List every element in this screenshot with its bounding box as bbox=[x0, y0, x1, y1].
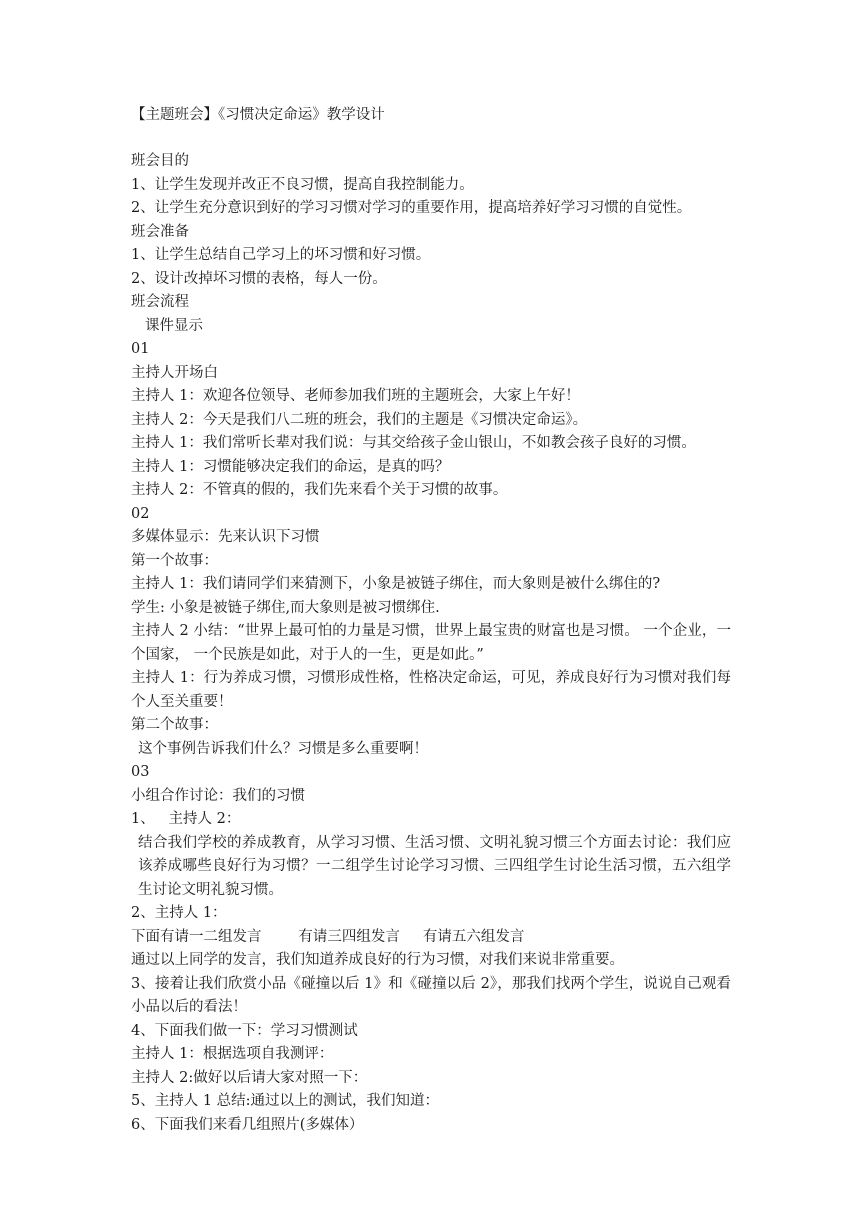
dialogue-line: 主持人 1：欢迎各位领导、老师参加我们班的主题班会，大家上午好！ bbox=[131, 388, 580, 404]
group-speeches-line: 下面有请一二组发言 有请三四组发言 有请五六组发言 bbox=[131, 928, 525, 945]
purpose-item-1: 1、让学生发现并改正不良习惯，提高自我控制能力。 bbox=[131, 176, 474, 193]
dialogue-line: 主持人 1：习惯能够决定我们的命运，是真的吗？ bbox=[131, 458, 450, 475]
discussion-item-1: 1、 主持人 2： bbox=[131, 811, 241, 827]
discussion-paragraph: 结合我们学校的养成教育，从学习习惯、生活习惯、文明礼貌习惯三个方面去讨论：我们应该养成哪些良好行为习惯？一二组学生讨论学习习惯、三四组学生讨论生活习惯，五六组学生讨论文明礼貌习惯。 bbox=[138, 834, 731, 898]
document-title: 【主题班会】《习惯决定命运》教学设计 bbox=[131, 107, 385, 123]
courseware-display: 课件显示 bbox=[145, 317, 203, 334]
discussion-item-2: 2、主持人 1： bbox=[131, 905, 227, 921]
dialogue-line: 主持人 1：我们请同学们来猜测下，小象是被链子绑住，而大象则是被什么绑住的? bbox=[131, 576, 661, 592]
dialogue-line: 主持人 1：我们常听长辈对我们说：与其交给孩子金山银山，不如教会孩子良好的习惯。 bbox=[131, 435, 696, 451]
second-story-text: 这个事例告诉我们什么？习惯是多么重要啊！ bbox=[138, 740, 428, 757]
step-number-02: 02 bbox=[131, 505, 150, 522]
host-opening-heading: 主持人开场白 bbox=[131, 364, 218, 381]
preparation-item-2: 2、设计改掉坏习惯的表格，每人一份。 bbox=[131, 270, 387, 287]
section-heading-preparation: 班会准备 bbox=[131, 223, 189, 240]
sketch-paragraph: 3、接着让我们欣赏小品《碰撞以后 1》和《碰撞以后 2》，那我们找两个学生，说说自己观看小品以后的看法！ bbox=[131, 975, 731, 1015]
dialogue-line: 主持人 2:做好以后请大家对照一下： bbox=[131, 1069, 368, 1086]
step-number-03: 03 bbox=[131, 764, 150, 780]
dialogue-line: 主持人 2：不管真的假的，我们先来看个关于习惯的故事。 bbox=[131, 482, 508, 498]
first-story-heading: 第一个故事： bbox=[131, 552, 218, 569]
dialogue-line: 主持人 1：根据选项自我测评： bbox=[131, 1046, 334, 1062]
habit-paragraph: 主持人 1：行为养成习惯，习惯形成性格，性格决定命运，可见，养成良好行为习惯对我们每个人至关重要！ bbox=[131, 670, 731, 710]
student-answer: 学生: 小象是被链子绑住,而大象则是被习惯绑住. bbox=[131, 599, 440, 616]
purpose-item-2: 2、让学生充分意识到好的学习习惯对学习的重要作用，提高培养好学习习惯的自觉性。 bbox=[131, 200, 692, 216]
dialogue-line: 主持人 2：今天是我们八二班的班会，我们的主题是《习惯决定命运》。 bbox=[131, 411, 588, 428]
summary-item-5: 5、主持人 1 总结:通过以上的测试，我们知道： bbox=[131, 1093, 440, 1109]
section-heading-process: 班会流程 bbox=[131, 294, 189, 310]
document-body bbox=[131, 150, 731, 1137]
test-item-4: 4、下面我们做一下：学习习惯测试 bbox=[131, 1022, 358, 1039]
group-discussion-heading: 小组合作讨论：我们的习惯 bbox=[131, 787, 305, 804]
multimedia-display: 多媒体显示：先来认识下习惯 bbox=[131, 529, 320, 545]
section-heading-purpose: 班会目的 bbox=[131, 153, 189, 169]
second-story-heading: 第二个故事： bbox=[131, 717, 218, 733]
conclusion-line: 通过以上同学的发言，我们知道养成良好的行为习惯，对我们来说非常重要。 bbox=[131, 952, 624, 968]
step-number-01: 01 bbox=[131, 341, 150, 357]
photos-item-6: 6、下面我们来看几组照片(多媒体） bbox=[131, 1116, 364, 1133]
summary-paragraph: 主持人 2 小结：“世界上最可怕的力量是习惯，世界上最宝贵的财富也是习惯。 一个企业，一个国家， 一个民族是如此，对于人的一生，更是如此。” bbox=[131, 623, 731, 663]
preparation-item-1: 1、让学生总结自己学习上的坏习惯和好习惯。 bbox=[131, 247, 431, 263]
